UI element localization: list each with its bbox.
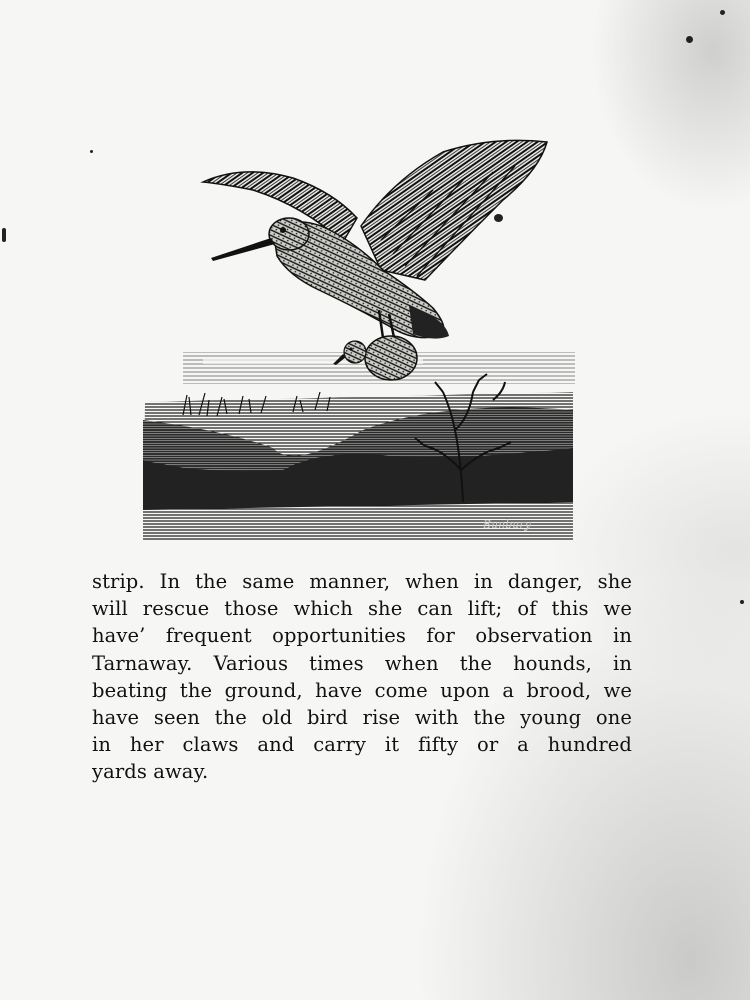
ink-speck (90, 150, 93, 153)
text-line: have’ frequent opportunities for observation in (92, 624, 632, 648)
ink-speck (720, 10, 725, 15)
woodcock-bird (203, 140, 547, 380)
ink-speck (740, 600, 744, 604)
text-line: strip. In the same manner, when in danger, she (92, 570, 632, 593)
text-line: yards away. (92, 760, 209, 784)
body-paragraph (92, 568, 632, 786)
ink-speck (2, 228, 6, 242)
text-line: have seen the old bird rise with the young one (92, 706, 632, 730)
woodcock-engraving (143, 130, 575, 542)
text-line: in her claws and carry it fifty or a hundred (92, 733, 632, 757)
text-line: will rescue those which she can lift; of this we (92, 597, 632, 621)
ink-speck (686, 36, 693, 43)
text-line: Tarnaway. Various times when the hounds, in (92, 651, 632, 675)
text-line: beating the ground, have come upon a brood, we (92, 678, 632, 702)
engraver-signature: Bunbury (483, 518, 531, 531)
ground-landscape (143, 374, 573, 540)
